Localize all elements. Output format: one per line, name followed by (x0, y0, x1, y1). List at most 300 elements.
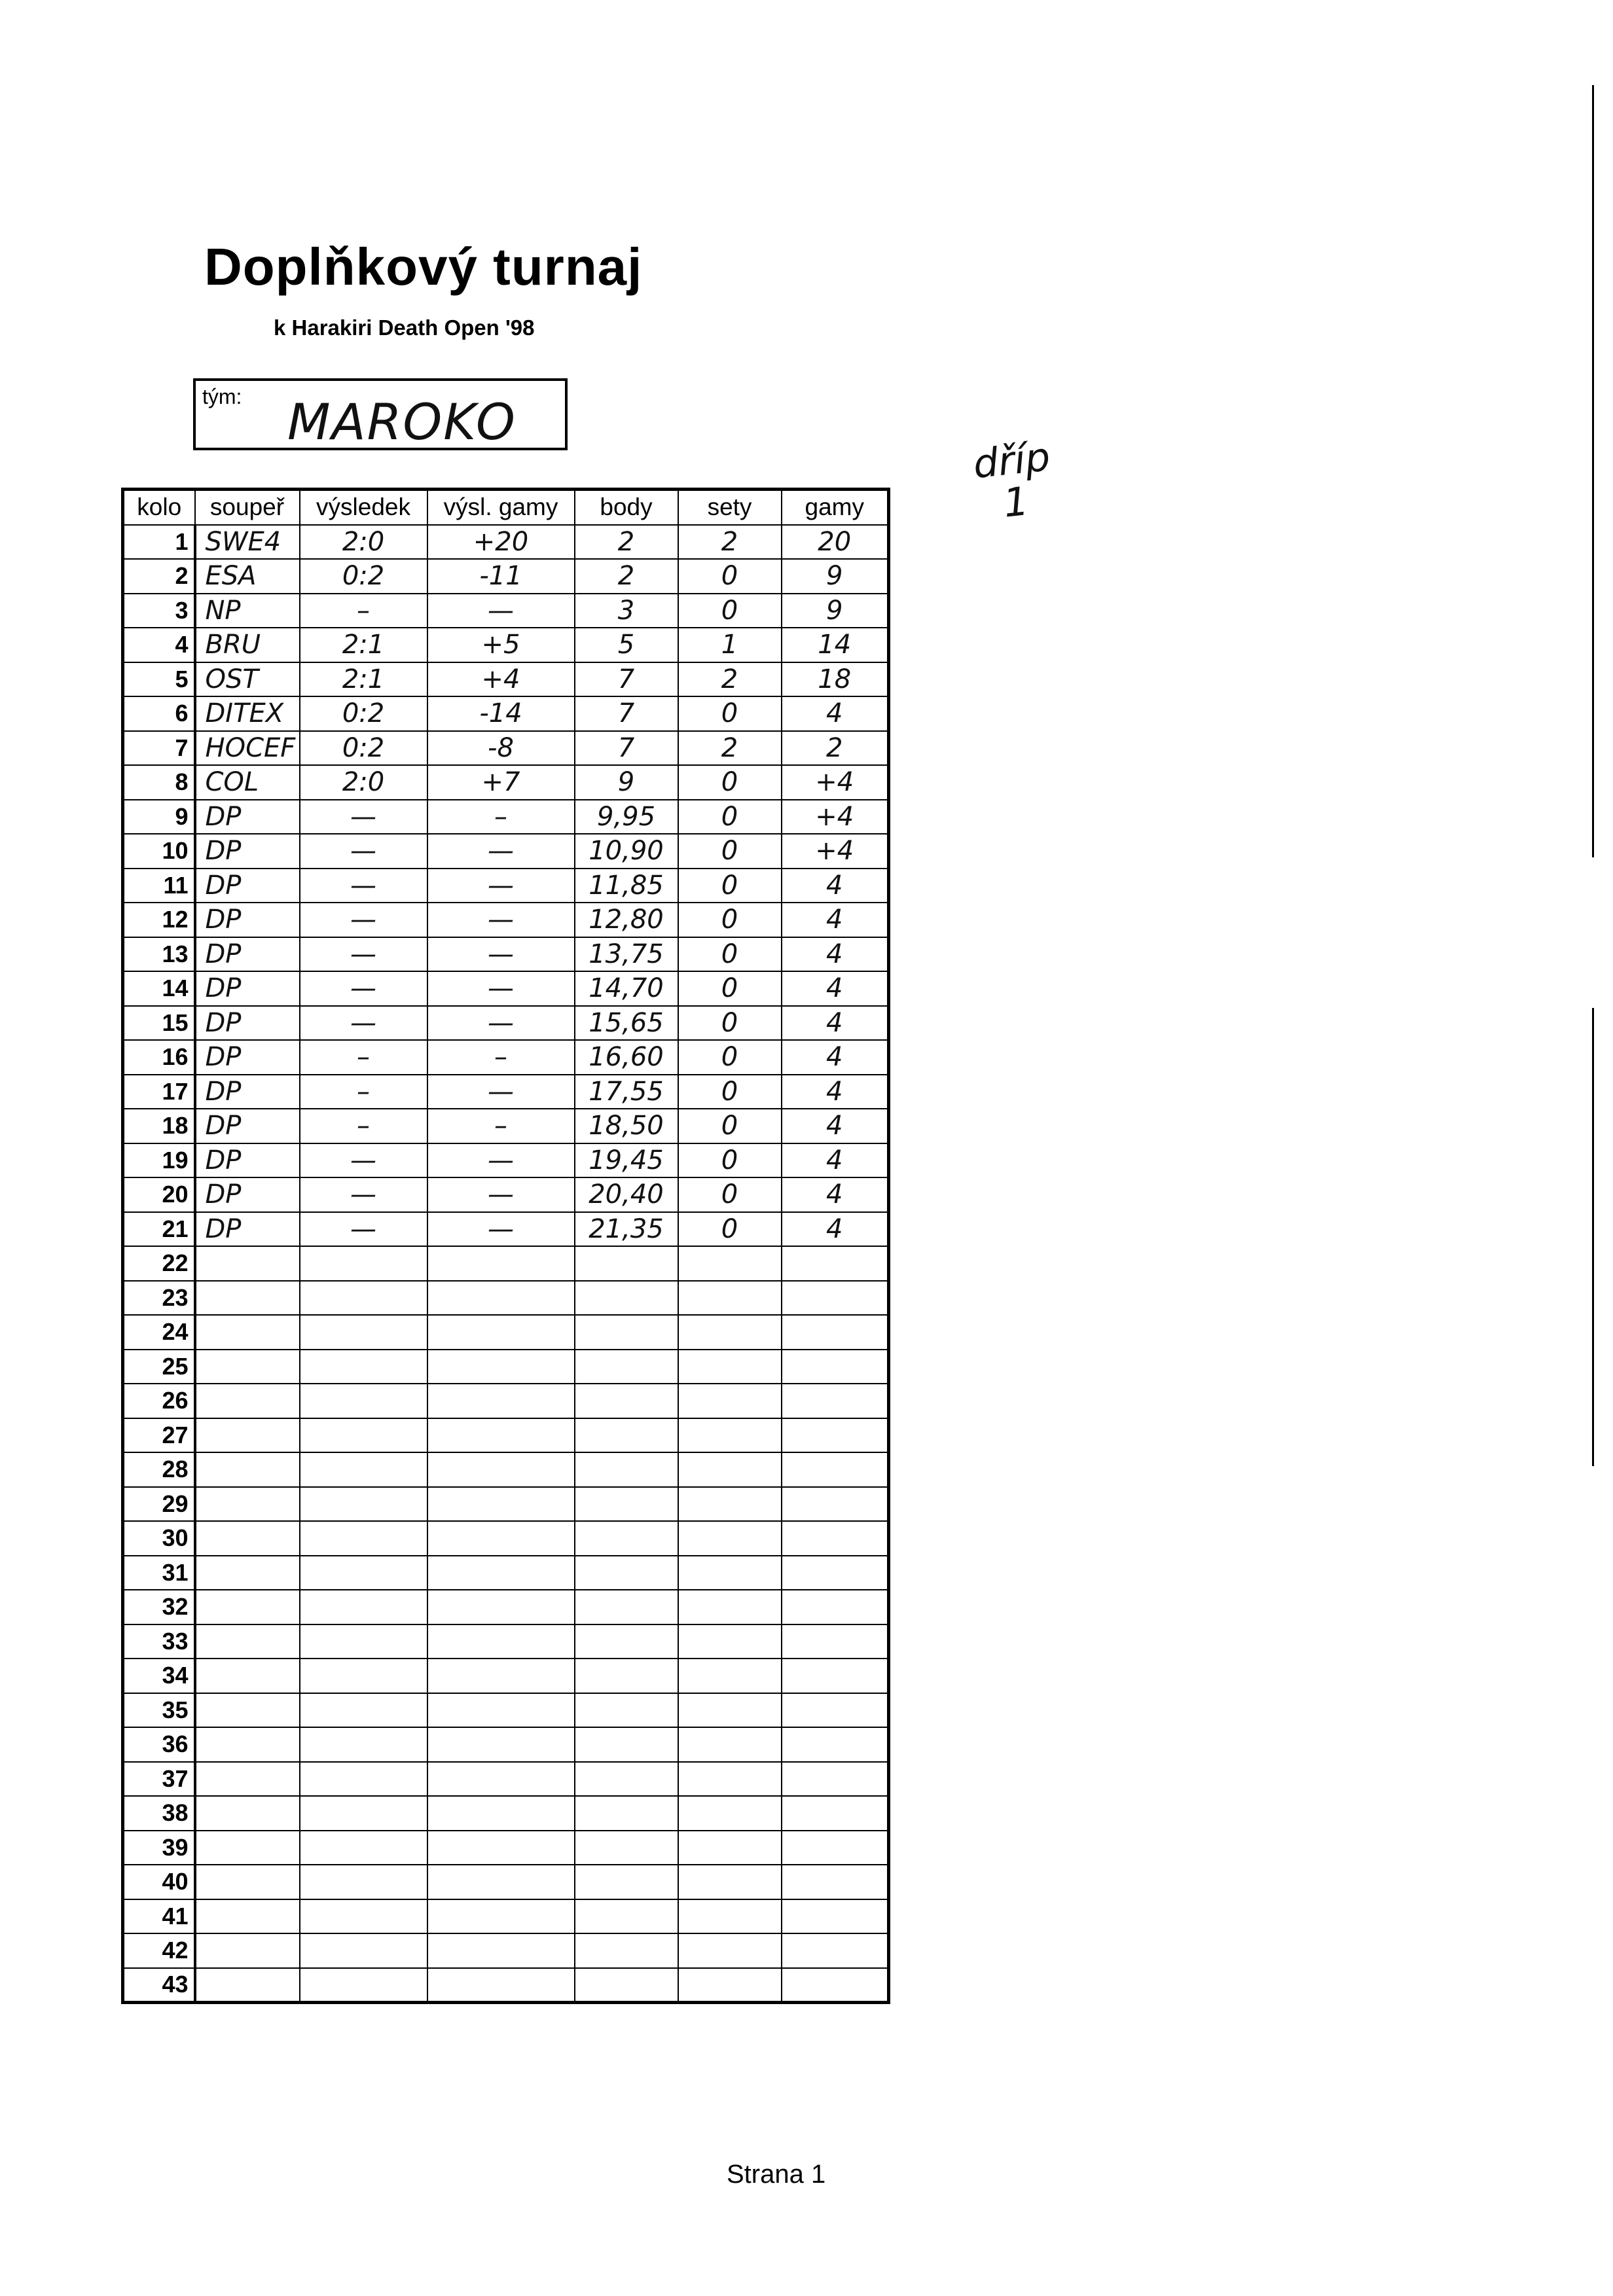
cell-vysledek: 0:2 (300, 731, 427, 766)
cell-vysl-gamy (427, 1281, 575, 1316)
cell-vysl-gamy (427, 1350, 575, 1384)
table-row (123, 1212, 889, 1247)
cell-body (575, 1487, 678, 1522)
cell-sety: 2 (678, 662, 782, 697)
round-number: 7 (123, 731, 195, 766)
cell-vysledek (300, 1899, 427, 1934)
cell-vysledek: — (300, 971, 427, 1006)
cell-gamy: 4 (782, 937, 889, 972)
cell-body (575, 1418, 678, 1453)
table-row (123, 731, 889, 766)
cell-souper (195, 1624, 300, 1659)
table-row (123, 1556, 889, 1590)
cell-sety (678, 1487, 782, 1522)
cell-sety (678, 1865, 782, 1899)
cell-sety (678, 1556, 782, 1590)
cell-gamy: 4 (782, 696, 889, 731)
round-number: 43 (123, 1968, 195, 2003)
cell-gamy: 4 (782, 1177, 889, 1212)
cell-souper (195, 1899, 300, 1934)
cell-sety: 0 (678, 903, 782, 937)
cell-vysledek: — (300, 1177, 427, 1212)
cell-vysl-gamy (427, 1246, 575, 1281)
cell-body: 18,50 (575, 1109, 678, 1143)
cell-souper: BRU (195, 628, 300, 662)
cell-gamy (782, 1933, 889, 1968)
cell-vysledek: 2:1 (300, 662, 427, 697)
cell-vysl-gamy (427, 1762, 575, 1797)
cell-sety (678, 1521, 782, 1556)
cell-vysl-gamy (427, 1418, 575, 1453)
table-row (123, 594, 889, 628)
cell-vysledek: — (300, 869, 427, 903)
cell-sety (678, 1384, 782, 1418)
cell-body (575, 1693, 678, 1728)
cell-vysl-gamy (427, 1590, 575, 1624)
cell-vysledek (300, 1727, 427, 1762)
cell-body: 17,55 (575, 1075, 678, 1109)
cell-body: 3 (575, 594, 678, 628)
cell-sety: 0 (678, 1109, 782, 1143)
cell-souper (195, 1590, 300, 1624)
cell-vysledek (300, 1624, 427, 1659)
cell-sety: 0 (678, 1212, 782, 1247)
cell-souper (195, 1693, 300, 1728)
cell-sety (678, 1452, 782, 1487)
round-number: 27 (123, 1418, 195, 1453)
cell-vysl-gamy: — (427, 937, 575, 972)
cell-gamy (782, 1487, 889, 1522)
cell-gamy (782, 1521, 889, 1556)
cell-body (575, 1384, 678, 1418)
cell-vysl-gamy: — (427, 594, 575, 628)
table-row (123, 1315, 889, 1350)
cell-body: 20,40 (575, 1177, 678, 1212)
cell-body (575, 1590, 678, 1624)
table-row (123, 1762, 889, 1797)
cell-vysledek (300, 1865, 427, 1899)
cell-sety: 0 (678, 869, 782, 903)
cell-vysledek (300, 1281, 427, 1316)
cell-sety: 0 (678, 696, 782, 731)
round-number: 5 (123, 662, 195, 697)
table-row (123, 1796, 889, 1831)
round-number: 1 (123, 525, 195, 560)
cell-gamy: 4 (782, 1109, 889, 1143)
cell-souper (195, 1246, 300, 1281)
table-row (123, 1693, 889, 1728)
cell-vysledek: – (300, 1109, 427, 1143)
cell-sety: 0 (678, 559, 782, 594)
cell-vysl-gamy (427, 1521, 575, 1556)
cell-sety: 1 (678, 628, 782, 662)
table-row (123, 1350, 889, 1384)
cell-gamy: 4 (782, 1143, 889, 1178)
round-number: 35 (123, 1693, 195, 1728)
cell-souper (195, 1865, 300, 1899)
cell-vysledek: — (300, 937, 427, 972)
cell-gamy: 4 (782, 1006, 889, 1041)
cell-sety: 2 (678, 731, 782, 766)
cell-gamy: +4 (782, 834, 889, 869)
round-number: 29 (123, 1487, 195, 1522)
results-table (121, 488, 890, 2004)
table-row (123, 1075, 889, 1109)
table-row (123, 1933, 889, 1968)
round-number: 10 (123, 834, 195, 869)
cell-sety (678, 1899, 782, 1934)
cell-vysl-gamy: +5 (427, 628, 575, 662)
cell-vysledek (300, 1693, 427, 1728)
table-row (123, 1659, 889, 1693)
cell-souper (195, 1831, 300, 1865)
cell-vysl-gamy: — (427, 903, 575, 937)
cell-vysledek: – (300, 1075, 427, 1109)
table-row (123, 800, 889, 834)
cell-vysl-gamy (427, 1487, 575, 1522)
cell-souper (195, 1487, 300, 1522)
cell-body (575, 1659, 678, 1693)
table-row (123, 1006, 889, 1041)
cell-body (575, 1727, 678, 1762)
cell-souper (195, 1796, 300, 1831)
cell-vysl-gamy: — (427, 1006, 575, 1041)
cell-sety (678, 1418, 782, 1453)
cell-gamy (782, 1418, 889, 1453)
cell-gamy (782, 1281, 889, 1316)
cell-vysledek (300, 1590, 427, 1624)
table-row (123, 696, 889, 731)
cell-vysledek (300, 1933, 427, 1968)
round-number: 36 (123, 1727, 195, 1762)
cell-body (575, 1281, 678, 1316)
cell-vysledek: – (300, 1040, 427, 1075)
cell-souper: ESA (195, 559, 300, 594)
cell-souper (195, 1418, 300, 1453)
cell-vysl-gamy (427, 1865, 575, 1899)
cell-body (575, 1968, 678, 2003)
cell-vysl-gamy (427, 1968, 575, 2003)
cell-gamy (782, 1659, 889, 1693)
cell-body: 2 (575, 525, 678, 560)
cell-body: 14,70 (575, 971, 678, 1006)
cell-body (575, 1831, 678, 1865)
cell-body (575, 1556, 678, 1590)
cell-souper: DP (195, 1006, 300, 1041)
round-number: 11 (123, 869, 195, 903)
cell-vysl-gamy: +7 (427, 765, 575, 800)
cell-body (575, 1865, 678, 1899)
table-row (123, 1418, 889, 1453)
cell-gamy (782, 1865, 889, 1899)
table-row (123, 971, 889, 1006)
cell-souper (195, 1556, 300, 1590)
cell-vysl-gamy (427, 1315, 575, 1350)
cell-gamy (782, 1350, 889, 1384)
cell-gamy (782, 1968, 889, 2003)
table-row (123, 765, 889, 800)
cell-souper (195, 1384, 300, 1418)
cell-gamy (782, 1831, 889, 1865)
cell-body (575, 1762, 678, 1797)
cell-body (575, 1315, 678, 1350)
cell-body (575, 1796, 678, 1831)
cell-sety (678, 1933, 782, 1968)
cell-body: 5 (575, 628, 678, 662)
cell-vysledek (300, 1384, 427, 1418)
cell-body (575, 1452, 678, 1487)
table-row (123, 937, 889, 972)
round-number: 12 (123, 903, 195, 937)
cell-sety (678, 1659, 782, 1693)
table-row (123, 1831, 889, 1865)
cell-sety: 2 (678, 525, 782, 560)
table-row (123, 1899, 889, 1934)
cell-vysl-gamy (427, 1452, 575, 1487)
round-number: 39 (123, 1831, 195, 1865)
cell-souper (195, 1727, 300, 1762)
cell-souper: DP (195, 1109, 300, 1143)
round-number: 2 (123, 559, 195, 594)
cell-vysledek: 0:2 (300, 696, 427, 731)
cell-gamy (782, 1762, 889, 1797)
cell-souper (195, 1762, 300, 1797)
cell-gamy: 4 (782, 1075, 889, 1109)
round-number: 3 (123, 594, 195, 628)
cell-vysl-gamy: — (427, 834, 575, 869)
table-row (123, 1865, 889, 1899)
cell-souper: DP (195, 1143, 300, 1178)
column-header: gamy (782, 490, 889, 525)
cell-body (575, 1899, 678, 1934)
cell-vysl-gamy: — (427, 869, 575, 903)
cell-vysledek: 2:1 (300, 628, 427, 662)
cell-souper: DITEX (195, 696, 300, 731)
cell-gamy (782, 1693, 889, 1728)
cell-body: 11,85 (575, 869, 678, 903)
table-row (123, 662, 889, 697)
round-number: 28 (123, 1452, 195, 1487)
round-number: 40 (123, 1865, 195, 1899)
cell-body (575, 1246, 678, 1281)
cell-sety: 0 (678, 1143, 782, 1178)
cell-gamy: 14 (782, 628, 889, 662)
round-number: 14 (123, 971, 195, 1006)
cell-vysl-gamy: – (427, 1040, 575, 1075)
team-name: MAROKO (287, 393, 517, 451)
cell-sety (678, 1315, 782, 1350)
table-row (123, 1177, 889, 1212)
cell-vysledek (300, 1246, 427, 1281)
cell-sety: 0 (678, 1177, 782, 1212)
cell-vysl-gamy (427, 1384, 575, 1418)
cell-body: 13,75 (575, 937, 678, 972)
table-row (123, 559, 889, 594)
cell-vysledek (300, 1350, 427, 1384)
cell-vysl-gamy (427, 1831, 575, 1865)
table-row (123, 1109, 889, 1143)
cell-vysl-gamy (427, 1727, 575, 1762)
cell-vysledek: — (300, 903, 427, 937)
cell-vysledek: — (300, 1006, 427, 1041)
round-number: 30 (123, 1521, 195, 1556)
table-row (123, 1521, 889, 1556)
cell-gamy: 4 (782, 1212, 889, 1247)
round-number: 24 (123, 1315, 195, 1350)
round-number: 23 (123, 1281, 195, 1316)
cell-body: 7 (575, 662, 678, 697)
cell-gamy: +4 (782, 765, 889, 800)
table-row (123, 628, 889, 662)
cell-souper: DP (195, 800, 300, 834)
cell-vysledek: 2:0 (300, 525, 427, 560)
cell-vysledek (300, 1831, 427, 1865)
cell-sety (678, 1693, 782, 1728)
cell-souper (195, 1521, 300, 1556)
round-number: 41 (123, 1899, 195, 1934)
cell-body: 19,45 (575, 1143, 678, 1178)
margin-note-line1: dříp (971, 434, 1053, 488)
cell-body: 16,60 (575, 1040, 678, 1075)
cell-vysl-gamy: — (427, 1177, 575, 1212)
cell-vysl-gamy: +20 (427, 525, 575, 560)
cell-souper (195, 1659, 300, 1693)
cell-vysledek (300, 1659, 427, 1693)
cell-gamy: 18 (782, 662, 889, 697)
table-row (123, 869, 889, 903)
cell-sety: 0 (678, 1040, 782, 1075)
cell-vysl-gamy: — (427, 971, 575, 1006)
round-number: 15 (123, 1006, 195, 1041)
cell-sety: 0 (678, 937, 782, 972)
table-row (123, 1590, 889, 1624)
column-header: body (575, 490, 678, 525)
cell-vysledek (300, 1796, 427, 1831)
table-row (123, 1040, 889, 1075)
column-header: výsledek (300, 490, 427, 525)
page-title: Doplňkový turnaj (204, 238, 643, 296)
cell-sety: 0 (678, 834, 782, 869)
table-row (123, 525, 889, 560)
cell-gamy (782, 1556, 889, 1590)
cell-gamy: 4 (782, 869, 889, 903)
cell-sety (678, 1727, 782, 1762)
cell-gamy: 2 (782, 731, 889, 766)
cell-gamy: 4 (782, 1040, 889, 1075)
margin-note (971, 436, 1057, 528)
cell-vysledek (300, 1762, 427, 1797)
cell-souper (195, 1452, 300, 1487)
cell-vysledek (300, 1487, 427, 1522)
cell-gamy (782, 1246, 889, 1281)
cell-gamy: 20 (782, 525, 889, 560)
cell-vysl-gamy: – (427, 1109, 575, 1143)
cell-souper: NP (195, 594, 300, 628)
cell-gamy: +4 (782, 800, 889, 834)
cell-gamy (782, 1315, 889, 1350)
page-subtitle: k Harakiri Death Open '98 (274, 315, 535, 340)
cell-vysl-gamy (427, 1933, 575, 1968)
table-row (123, 1487, 889, 1522)
cell-souper: DP (195, 1075, 300, 1109)
cell-vysl-gamy: +4 (427, 662, 575, 697)
cell-vysledek (300, 1556, 427, 1590)
cell-body: 9,95 (575, 800, 678, 834)
round-number: 26 (123, 1384, 195, 1418)
cell-sety: 0 (678, 594, 782, 628)
cell-souper: SWE4 (195, 525, 300, 560)
margin-line-right (1592, 85, 1594, 857)
round-number: 32 (123, 1590, 195, 1624)
cell-body: 21,35 (575, 1212, 678, 1247)
cell-gamy (782, 1624, 889, 1659)
cell-body: 7 (575, 696, 678, 731)
cell-vysledek: — (300, 1143, 427, 1178)
cell-gamy: 4 (782, 903, 889, 937)
cell-vysledek (300, 1418, 427, 1453)
cell-vysl-gamy (427, 1556, 575, 1590)
round-number: 6 (123, 696, 195, 731)
round-number: 25 (123, 1350, 195, 1384)
cell-vysledek (300, 1968, 427, 2003)
cell-souper: DP (195, 1212, 300, 1247)
cell-sety (678, 1281, 782, 1316)
page-number: Strana 1 (727, 2160, 826, 2189)
cell-vysl-gamy (427, 1624, 575, 1659)
cell-sety: 0 (678, 1075, 782, 1109)
round-number: 13 (123, 937, 195, 972)
cell-gamy (782, 1384, 889, 1418)
cell-body: 2 (575, 559, 678, 594)
cell-body (575, 1624, 678, 1659)
cell-body: 12,80 (575, 903, 678, 937)
round-number: 38 (123, 1796, 195, 1831)
cell-souper: COL (195, 765, 300, 800)
cell-souper: DP (195, 937, 300, 972)
table-row (123, 903, 889, 937)
cell-sety (678, 1796, 782, 1831)
round-number: 21 (123, 1212, 195, 1247)
table-row (123, 1384, 889, 1418)
round-number: 20 (123, 1177, 195, 1212)
cell-vysledek: – (300, 594, 427, 628)
cell-vysl-gamy (427, 1659, 575, 1693)
cell-gamy (782, 1452, 889, 1487)
cell-sety (678, 1350, 782, 1384)
round-number: 33 (123, 1624, 195, 1659)
cell-sety: 0 (678, 765, 782, 800)
cell-sety: 0 (678, 1006, 782, 1041)
cell-gamy (782, 1727, 889, 1762)
cell-gamy (782, 1590, 889, 1624)
table-row (123, 1143, 889, 1178)
cell-vysl-gamy: -8 (427, 731, 575, 766)
cell-vysledek: 2:0 (300, 765, 427, 800)
round-number: 9 (123, 800, 195, 834)
cell-gamy: 9 (782, 559, 889, 594)
cell-sety (678, 1246, 782, 1281)
cell-souper: DP (195, 834, 300, 869)
table-row (123, 1727, 889, 1762)
column-header: výsl. gamy (427, 490, 575, 525)
table-row (123, 1968, 889, 2003)
column-header: kolo (123, 490, 195, 525)
cell-vysl-gamy: -14 (427, 696, 575, 731)
cell-gamy: 9 (782, 594, 889, 628)
column-header: sety (678, 490, 782, 525)
cell-body: 7 (575, 731, 678, 766)
cell-sety (678, 1968, 782, 2003)
